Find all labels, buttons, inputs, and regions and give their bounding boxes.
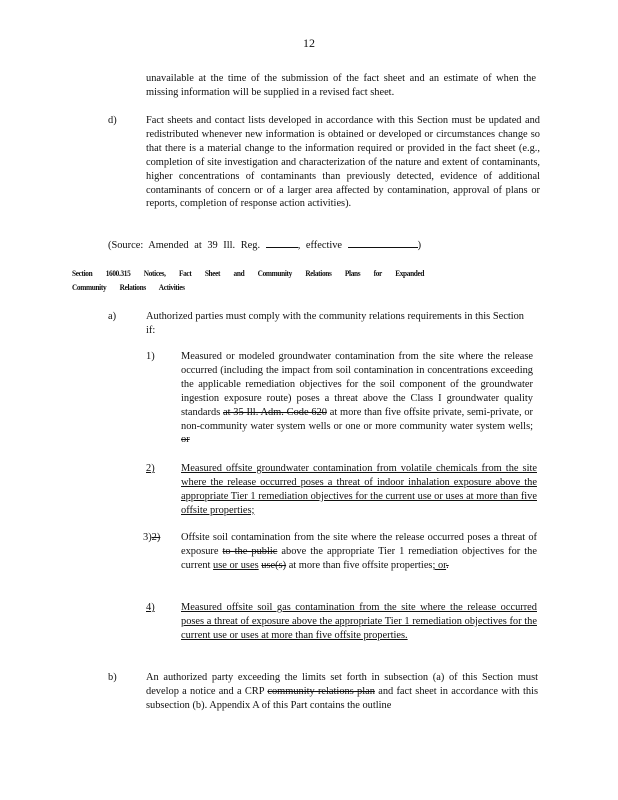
sub2-paragraph: Measured offsite groundwater contamination from volatile chemicals from the site where the release occurred poses a threat of indoor inhalation exposure above the appropriate Tier 1 remediation objectives for the current use or uses at more than five offsite properties;: [181, 463, 537, 516]
item-a-paragraph: Authorized parties must comply with the community relations requirements in this Section if:: [146, 311, 524, 336]
sub1-deleted-or: or: [181, 434, 190, 446]
sub3-label-new: 3): [143, 532, 152, 543]
section-heading-line2: Community Relations Activities: [72, 281, 185, 292]
item-b-text-b: and fact sheet in accordance with this subsection (b). Appendix A of this Part contains the outline: [146, 685, 539, 711]
item-d-label: d): [108, 115, 117, 126]
sub3-deleted-public: to the public: [222, 545, 278, 557]
sub3-label: [143, 531, 160, 545]
section-heading: [72, 267, 468, 294]
source-mid: , effective: [297, 240, 343, 251]
source-blank-date: [348, 238, 418, 248]
intro-paragraph: unavailable at the time of the submission of the fact sheet and an estimate of when the missing information will be supplied in a revised fact sheet.: [146, 73, 536, 98]
sub3-text-c: at more than five offsite properties: [288, 559, 433, 571]
section-heading-line1: Section 1600.315 Notices, Fact Sheet and Community Relations Plans for Expanded: [72, 268, 425, 278]
item-b-text-a: An authorized party exceeding the limits set forth in subsection (a) of this Section must develop a notice and a CRP: [146, 672, 538, 697]
item-b-deleted-crp: community relations plan: [267, 685, 375, 697]
sub3-inserted-or: ; or: [432, 559, 447, 571]
sub3-deleted-period: .: [446, 559, 449, 571]
sub4-paragraph: Measured offsite soil gas contamination from the site where the release occurred poses a threat of exposure above the appropriate Tier 1 remediation objectives for the current use or uses at more than five offsite properties.: [181, 602, 537, 641]
source-blank-volume: [266, 238, 298, 248]
item-a-label: a): [108, 311, 117, 322]
sub3-deleted-uses: use(s): [261, 559, 287, 571]
sub3-text-b: above the appropriate Tier 1 remediation objectives for the current: [181, 545, 537, 571]
sub1-paragraph: [181, 350, 533, 447]
item-b-paragraph: [146, 671, 538, 713]
sub3-paragraph: [181, 531, 537, 573]
sub3-inserted-uses: use or uses: [213, 559, 259, 571]
page-number: 12: [303, 36, 315, 50]
sub3-label-deleted: 2): [151, 532, 161, 543]
source-prefix: (Source: Amended at 39 Ill. Reg.: [108, 240, 261, 251]
sub4-label: 4): [146, 602, 155, 613]
sub3-text-a: Offsite soil contamination from the site where the release occurred poses a threat of exposure: [181, 532, 537, 557]
sub1-deleted-reference: at 35 Ill. Adm. Code 620: [223, 406, 327, 418]
source-suffix: ): [417, 240, 422, 251]
sub1-text-rest: at more than five offsite private, semi-private, or non-community water system wells or one or more community water system wells;: [181, 406, 533, 432]
sub1-label: 1): [146, 351, 155, 362]
sub2-label: 2): [146, 463, 155, 474]
item-d-paragraph: Fact sheets and contact lists developed in accordance with this Section must be updated and redistributed whenever new information is obtained or developed or circumstances change so that there is a material change to the information required or provided in the fact sheet (e.g., completion of site investigation and characterization of the nature and extent of contaminants, higher concentrations of contaminants than previously detected, evidence of additional contaminants of concern or of a larger area affected by contamination, approval of plans or reports, completion of response action activities).: [146, 115, 540, 210]
sub1-text: Measured or modeled groundwater contamination from the site where the release occurred (including the impact from soil contamination in concentrations exceeding the applicable remediation objectives for the soil component of the groundwater ingestion exposure route) poses a threat above the Class I groundwater quality standards: [181, 351, 533, 418]
source-note: [108, 238, 421, 253]
item-b-label: b): [108, 672, 117, 683]
